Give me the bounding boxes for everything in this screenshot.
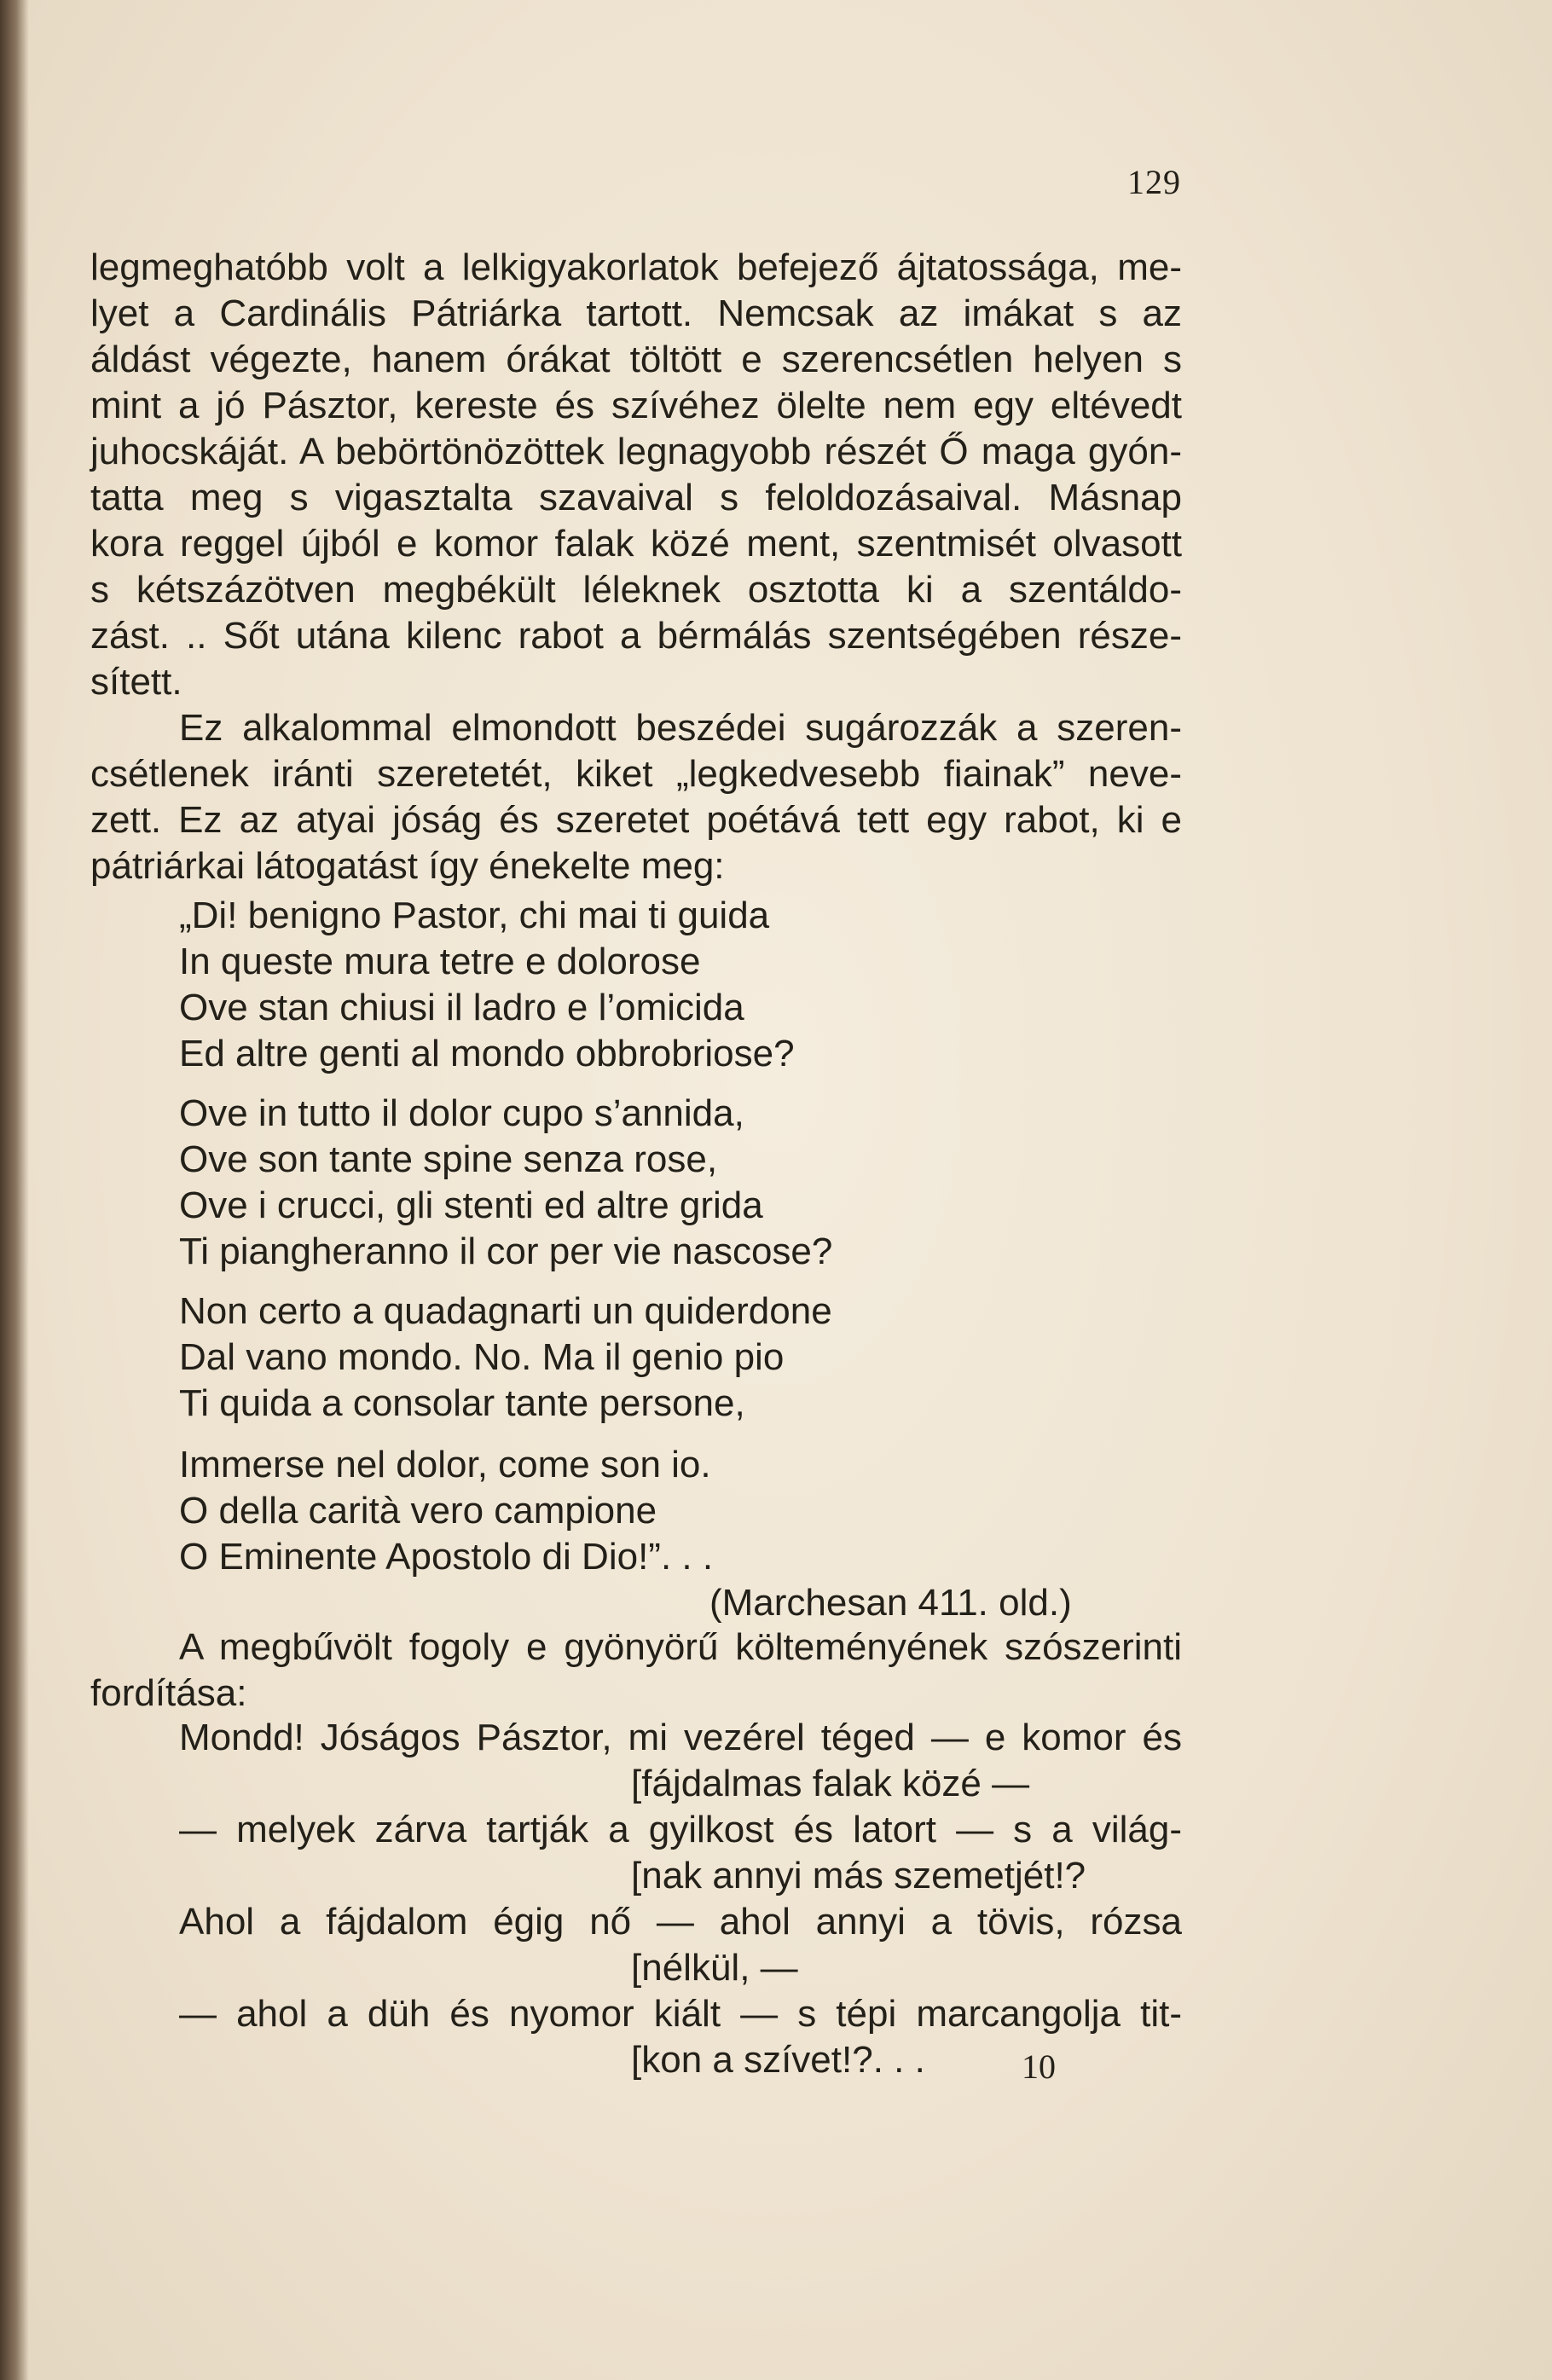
poem-line: Dal vano mondo. No. Ma il genio pio [179,1336,785,1378]
poem-line: Immerse nel dolor, come son io. [179,1444,711,1485]
poem-line: Ti piangheranno il cor per vie nascose? [179,1231,833,1272]
prose-line: pátriárkai látogatást így énekelte meg: [90,845,725,887]
prose-line: tatta meg s vigasztalta szavaival s feloldozásaival. Másnap [90,477,1182,518]
poem-line: Ti quida a consolar tante persone, [179,1382,745,1424]
book-spine-shadow [0,0,29,2380]
prose-line: mint a jó Pásztor, kereste és szívéhez ölelte nem egy eltévedt [90,385,1182,426]
translation-intro-line: A megbűvölt fogoly e gyönyörű költeményének szószerinti [179,1626,1182,1668]
translation-line: Ahol a fájdalom égig nő — ahol annyi a tövis, rózsa [179,1901,1182,1943]
poem-line: „Di! benigno Pastor, chi mai ti guida [179,895,770,936]
translation-line: — ahol a düh és nyomor kiált — s tépi marcangolja tit- [179,1993,1182,2035]
poem-line: In queste mura tetre e dolorose [179,941,701,982]
translation-line-cont: [nélkül, — [631,1947,798,1989]
signature-mark: 10 [1022,2047,1056,2086]
translation-line: — melyek zárva tartják a gyilkost és latort — s a világ- [179,1809,1182,1850]
prose-line: sített. [90,661,182,703]
citation: (Marchesan 411. old.) [709,1582,1072,1624]
translation-line-cont: [kon a szívet!?. . . [631,2039,925,2081]
prose-line: lyet a Cardinális Pátriárka tartott. Nemcsak az imákat s az [90,292,1182,334]
page-number: 129 [1127,163,1181,201]
poem-line: Ove i crucci, gli stenti ed altre grida [179,1184,763,1226]
poem-line: Ed altre genti al mondo obbrobriose? [179,1033,795,1074]
poem-line: Ove stan chiusi il ladro e l’omicida [179,987,744,1028]
prose-line: legmeghatóbb volt a lelkigyakorlatok befejező ájtatossága, me- [90,246,1182,288]
poem-line: O Eminente Apostolo di Dio!”. . . [179,1536,714,1578]
prose-line: áldást végezte, hanem órákat töltött e szerencsétlen helyen s [90,339,1182,380]
poem-line: Ove son tante spine senza rose, [179,1138,718,1180]
translation-intro-line: fordítása: [90,1672,247,1714]
poem-line: O della carità vero campione [179,1490,657,1532]
translation-line: Mondd! Jóságos Pásztor, mi vezérel téged — e komor és [179,1717,1182,1758]
prose-line: zást. .. Sőt utána kilenc rabot a bérmálás szentségében része- [90,615,1182,657]
prose-line: s kétszázötven megbékült léleknek osztotta ki a szentáldo- [90,569,1182,611]
translation-line-cont: [nak annyi más szemetjét!? [631,1855,1086,1896]
prose-line: zett. Ez az atyai jóság és szeretet poétává tett egy rabot, ki e [90,799,1182,841]
poem-line: Non certo a quadagnarti un quiderdone [179,1290,832,1332]
prose-line: csétlenek iránti szeretetét, kiket „legkedvesebb fiainak” neve- [90,753,1182,795]
prose-line: juhocskáját. A bebörtönözöttek legnagyobb részét Ő maga gyón- [90,431,1182,472]
translation-line-cont: [fájdalmas falak közé — [631,1763,1030,1804]
poem-line: Ove in tutto il dolor cupo s’annida, [179,1092,744,1134]
prose-line: Ez alkalommal elmondott beszédei sugározzák a szeren- [179,707,1182,749]
prose-line: kora reggel újból e komor falak közé ment, szentmisét olvasott [90,523,1182,565]
